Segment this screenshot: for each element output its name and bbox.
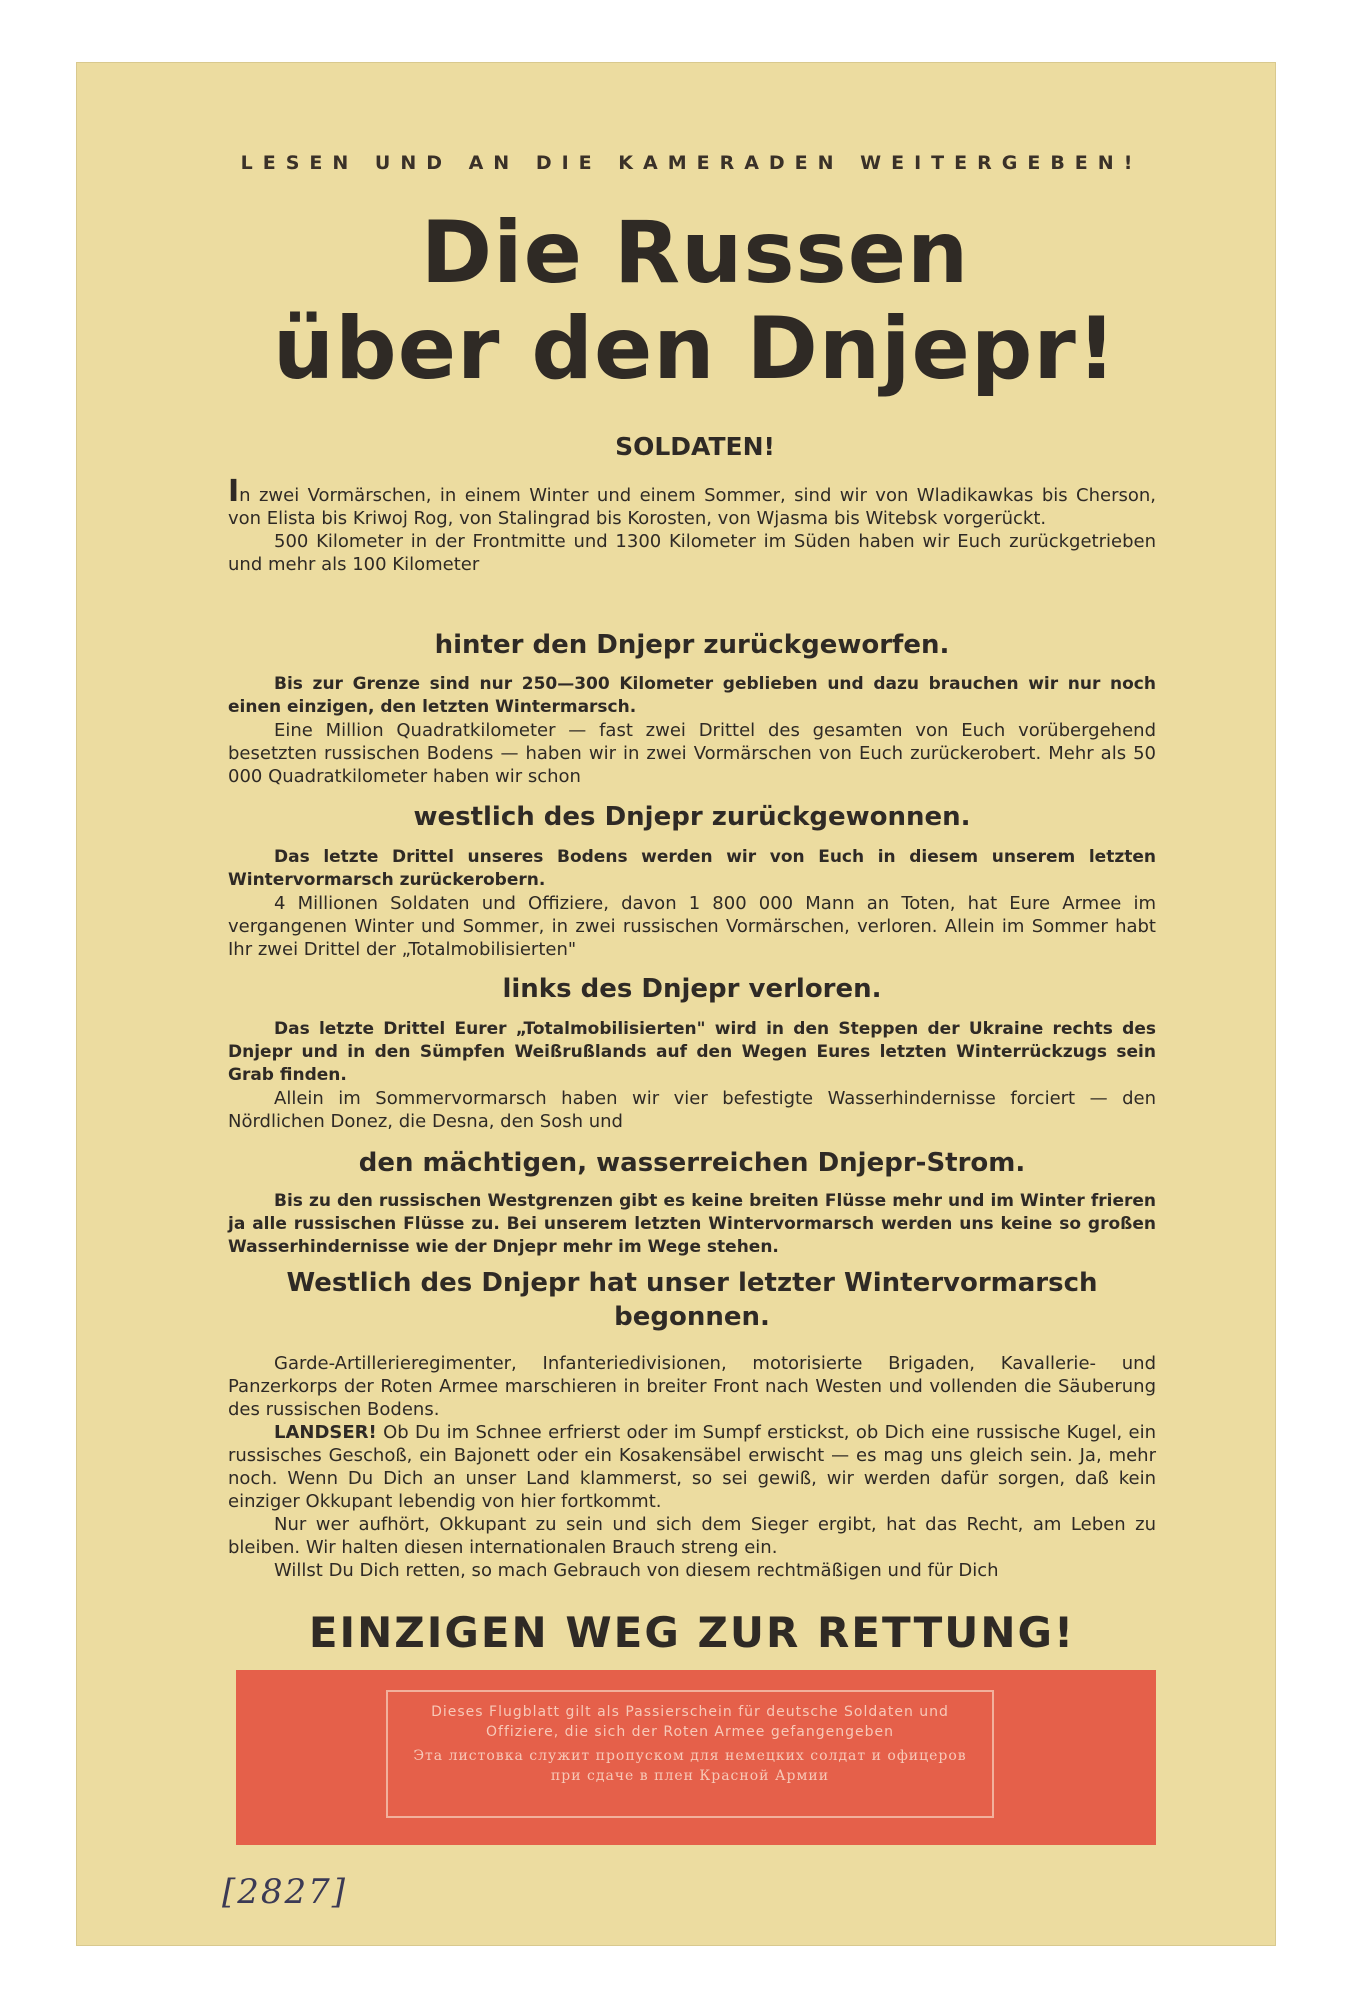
bold-paragraph-2: Das letzte Drittel unseres Bodens werden wir von Euch in diesem unserem letzten Wintervormarsch zurückerobern.: [228, 847, 1156, 890]
salutation: SOLDATEN!: [615, 432, 775, 461]
block-5: [228, 1190, 1156, 1259]
paragraph-intro-text: n zwei Vormärschen, in einem Winter und einem Sommer, sind wir von Wladikawkas bis Cherson, von Elista bis Kriwoj Rog, von Stalingrad bis Korosten, von Wjasma bis Witebsk vorgerückt.: [228, 485, 1156, 529]
safe-conduct-box: [236, 1670, 1156, 1845]
paragraph-3: Eine Million Quadratkilometer — fast zwei Drittel des gesamten von Euch vorübergehend besetzten russischen Bodens — haben wir in zwei Vormärschen von Euch zurückerobert. Mehr als 50 000 Quadratkilometer haben wir schon: [228, 720, 1156, 787]
paragraph-8: Nur wer aufhört, Okkupant zu sein und sich dem Sieger ergibt, hat das Recht, am Leben zu bleiben. Wir halten diesen internationalen Brauch streng ein.: [228, 1514, 1156, 1558]
subheading-5: Westlich des Dnjepr hat unser letzter Wintervormarsch begonnen.: [286, 1268, 1098, 1332]
paragraph-4: 4 Millionen Soldaten und Offiziere, davon 1 800 000 Mann an Toten, hat Eure Armee im vergangenen Winter und Sommer, in zwei russischen Vormärschen, verloren. Allein im Sommer habt Ihr zwei Drittel der „Totalmobilisierten": [228, 893, 1156, 960]
safe-conduct-russian: Эта листовка служит пропуском для немецких солдат и офицеров при сдаче в плен Красной Армии: [413, 1748, 967, 1784]
headline-line-1: Die Russen: [420, 203, 970, 303]
paragraph-2: 500 Kilometer in der Frontmitte und 1300 Kilometer im Süden haben wir Euch zurückgetrieben und mehr als 100 Kilometer: [228, 531, 1156, 575]
paragraph-9: Willst Du Dich retten, so mach Gebrauch von diesem rechtmäßigen und für Dich: [274, 1560, 999, 1581]
bold-paragraph-3: Das letzte Drittel Eurer „Totalmobilisierten" wird in den Steppen der Ukraine rechts des Dnjepr und in den Sümpfen Weißrußlands auf den Wegen Eures letzten Winterrückzugs sein Grab finden.: [228, 1019, 1156, 1085]
subheading-4: den mächtigen, wasserreichen Dnjepr-Strom.: [358, 1148, 1026, 1178]
drop-cap: I: [228, 474, 240, 509]
block-6: [228, 1352, 1156, 1582]
paragraph-7: [228, 1421, 1156, 1513]
safe-conduct-german: Dieses Flugblatt gilt als Passierschein für deutsche Soldaten und Offiziere, die sich der Roten Armee gefangengeben: [431, 1704, 949, 1740]
block-2: [228, 673, 1156, 788]
headline: [230, 205, 1160, 397]
paragraph-5: Allein im Sommervormarsch haben wir vier befestigte Wasserhindernisse forciert — den Nördlichen Donez, die Desna, den Sosh und: [228, 1088, 1156, 1132]
block-4: [228, 1018, 1156, 1133]
subheading-3: links des Dnjepr verloren.: [502, 974, 882, 1004]
final-heading: EINZIGEN WEG ZUR RETTUNG!: [308, 1608, 1076, 1657]
paragraph-intro: [228, 474, 1156, 530]
bold-paragraph-1: Bis zur Grenze sind nur 250—300 Kilometer geblieben und dazu brauchen wir nur noch einen einzigen, den letzten Wintermarsch.: [228, 674, 1156, 717]
block-3: [228, 846, 1156, 961]
archive-number: [2827]: [222, 1872, 348, 1912]
subheading-2: westlich des Dnjepr zurückgewonnen.: [413, 802, 971, 832]
paragraph-7-text: Ob Du im Schnee erfrierst oder im Sumpf erstickst, ob Dich eine russische Kugel, ein russisches Geschoß, ein Bajonett oder ein Kosakensäbel erwischt — es mag uns gleich sein. Ja, mehr noch. Wenn Du Dich an unser Land klammerst, so sei gewiß, wir werden dafür sorgen, daß kein einziger Okkupant lebendig von hier fortkommt.: [228, 1422, 1156, 1512]
safe-conduct-frame: [386, 1690, 994, 1818]
landser-lead: LANDSER!: [274, 1422, 377, 1443]
subheading-1: hinter den Dnjepr zurückgeworfen.: [434, 630, 950, 660]
headline-line-2: über den Dnjepr!: [272, 299, 1118, 399]
intro-block: [228, 474, 1156, 576]
bold-paragraph-4: Bis zu den russischen Westgrenzen gibt es keine breiten Flüsse mehr und im Winter frieren ja alle russischen Flüsse zu. Bei unserem letzten Wintervormarsch werden uns keine so großen Wasserhindernisse wie der Dnjepr mehr im Wege stehen.: [228, 1191, 1156, 1257]
paragraph-6: Garde-Artillerieregimenter, Infanteriedivisionen, motorisierte Brigaden, Kavallerie- und Panzerkorps der Roten Armee marschieren in breiter Front nach Westen und vollenden die Säuberung des russischen Bodens.: [228, 1353, 1156, 1420]
kicker-line: LESEN UND AN DIE KAMERADEN WEITERGEBEN!: [240, 152, 1143, 174]
